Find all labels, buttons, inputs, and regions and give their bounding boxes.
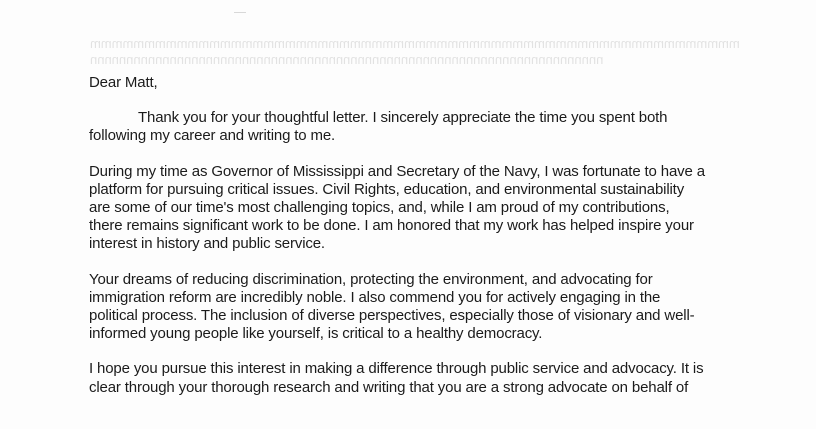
text-line: During my time as Governor of Mississippi and Secretary of the Navy, I was fortunate to have a: [89, 162, 705, 180]
text-line: political process. The inclusion of diverse perspectives, especially those of visionary and well-: [89, 307, 695, 325]
salutation: Dear Matt,: [89, 74, 158, 91]
paragraph: [89, 271, 749, 344]
text-line: following my career and writing to me.: [89, 127, 336, 145]
text-line: platform for pursuing critical issues. Civil Rights, education, and environmental sustainability: [89, 180, 685, 198]
text-line: informed young people like yourself, is critical to a healthy democracy.: [89, 325, 543, 343]
text-line: I hope you pursue this interest in making a difference through public service and advocacy. It is: [89, 360, 704, 378]
bleed-through-line: nnnnnnnnnnnnnnnnnnnnnnnnnnnnnnnnnnnnnnnnnnnnnnnnnnnnnnnnnnnnnnnnnnnnnnn: [90, 52, 604, 67]
text-line: Your dreams of reducing discrimination, protecting the environment, and advocating for: [89, 270, 653, 288]
text-line: there remains significant work to be done. I am honored that my work has helped inspire your: [89, 217, 694, 235]
text-line: immigration reform are incredibly noble. I also commend you for actively engaging in the: [89, 288, 661, 306]
paragraph: [89, 360, 749, 396]
letter-body: [89, 74, 749, 414]
text-line: clear through your thorough research and writing that you are a strong advocate on behalf of: [89, 378, 689, 396]
paragraph: [89, 109, 749, 145]
paragraph: [89, 163, 749, 254]
text-line: interest in history and public service.: [89, 235, 325, 253]
paper-mark: [234, 12, 246, 19]
text-line: are some of our time's most challenging topics, and, while I am proud of my contributions,: [89, 199, 670, 217]
bleed-through-line: mmmmmmmmmmmmmmmmmmmmmmmmmmmmmmmmmmmmmmmmmmmmmmmmmmmmmmmmmmmm: [90, 36, 740, 51]
text-line: Thank you for your thoughtful letter. I sincerely appreciate the time you spent both: [138, 109, 668, 127]
